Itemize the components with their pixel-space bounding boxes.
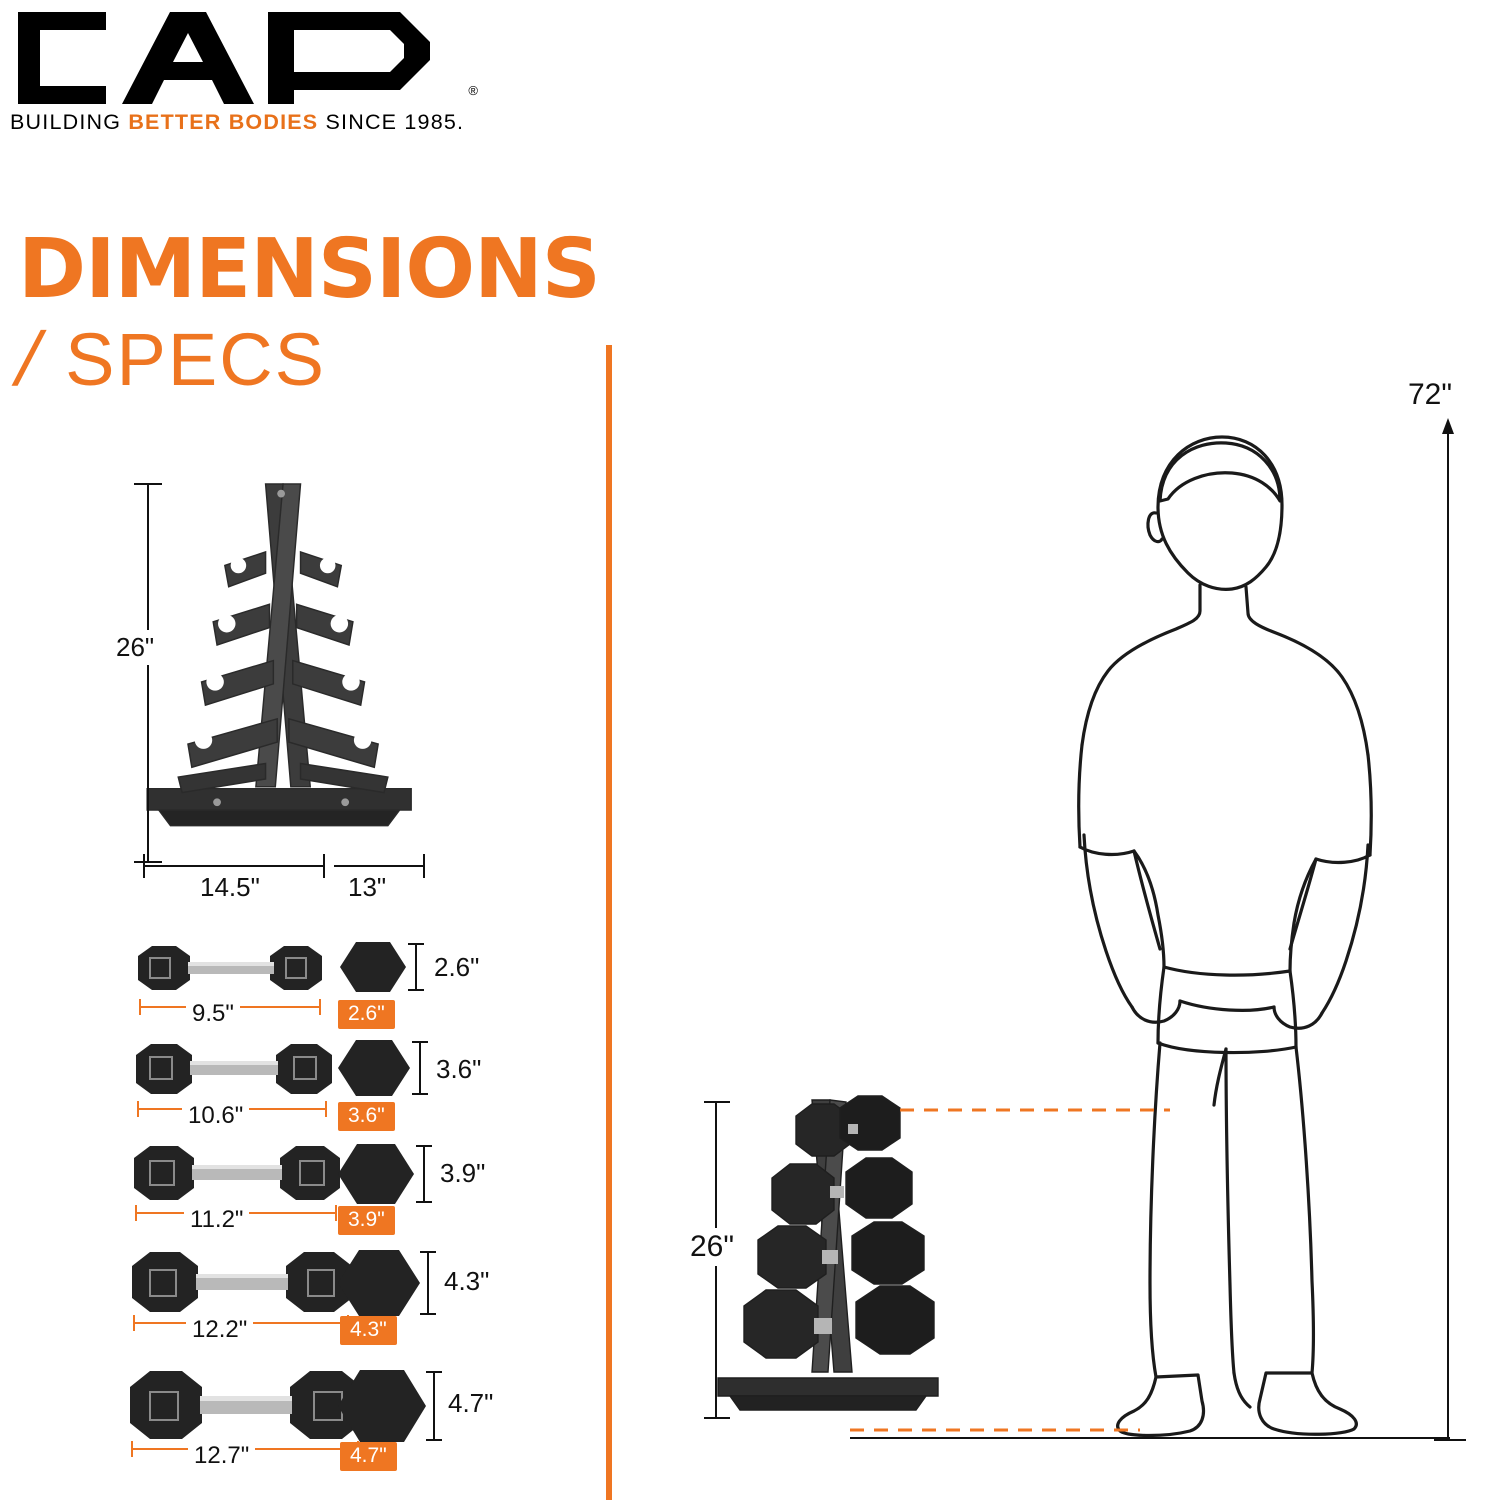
dumbbell-length-label: 12.2": [186, 1316, 253, 1344]
hex-width-badge: 3.9": [338, 1206, 395, 1235]
brand-tagline: [10, 110, 510, 135]
tagline-strong: BETTER BODIES: [128, 110, 319, 134]
loaded-rack-illustration: [700, 1090, 960, 1440]
hex-face-icon: [336, 1246, 422, 1320]
hex-width-badge: 4.3": [340, 1316, 397, 1345]
hex-diameter-dimension: [406, 938, 432, 996]
dumbbell-row: [126, 1140, 348, 1211]
dumbbell-length-label: 9.5": [186, 1000, 240, 1028]
title-specs: SPECS: [65, 318, 326, 401]
rack-illustration: [120, 470, 450, 890]
person-height-dimension: [1432, 418, 1472, 1446]
hex-diameter-label: 4.7": [448, 1388, 494, 1418]
hex-width-badge: 4.7": [340, 1442, 397, 1471]
dumbbell-length-label: 11.2": [184, 1206, 249, 1234]
dumbbell-icon: [128, 1038, 340, 1100]
hex-face-icon: [338, 938, 408, 996]
title-dimensions: DIMENSIONS: [18, 222, 600, 317]
rack-height-label: 26": [112, 630, 158, 665]
cap-logo-icon: [10, 8, 490, 108]
hex-diameter-dimension: [424, 1366, 450, 1446]
dumbbell-row: [130, 938, 330, 1003]
hex-diameter-label: 3.9": [440, 1158, 486, 1188]
dumbbell-row: [128, 1038, 340, 1105]
vertical-divider: [606, 345, 612, 1500]
person-silhouette: [1050, 415, 1410, 1455]
dumbbell-icon: [130, 938, 330, 998]
hex-diameter-dimension: [418, 1246, 444, 1320]
dumbbell-icon: [126, 1140, 348, 1206]
registered-mark: ®: [468, 83, 478, 98]
hex-diameter-dimension: [414, 1140, 440, 1208]
hex-face-icon: [336, 1366, 428, 1446]
dumbbell-icon: [122, 1366, 370, 1444]
tagline-pre: BUILDING: [10, 110, 129, 134]
dumbbell-length-label: 10.6": [182, 1102, 249, 1130]
leader-line-bottom: [850, 1420, 1150, 1440]
rack-depth-label: 13": [348, 872, 387, 902]
dumbbell-icon: [124, 1246, 360, 1318]
hex-width-badge: 3.6": [338, 1102, 395, 1131]
rack-height-dimension: [128, 478, 168, 868]
hex-diameter-label: 2.6": [434, 952, 480, 982]
dumbbell-row: [122, 1366, 370, 1449]
hex-diameter-label: 3.6": [436, 1054, 482, 1084]
hex-face-icon: [336, 1140, 416, 1208]
hex-diameter-dimension: [410, 1036, 436, 1100]
page-title: [7, 222, 718, 402]
tagline-post: SINCE 1985.: [318, 110, 465, 134]
rack-width-dimension: [138, 848, 438, 882]
rack-scale-height-label: 26": [686, 1228, 738, 1266]
dumbbell-length-label: 12.7": [188, 1442, 255, 1470]
person-height-label: 72": [1408, 378, 1453, 411]
title-slash: /: [7, 317, 50, 402]
rack-width-label: 14.5": [200, 872, 260, 902]
brand-block: [10, 8, 510, 135]
hex-diameter-label: 4.3": [444, 1266, 490, 1296]
leader-line-top: [900, 1100, 1180, 1120]
hex-width-badge: 2.6": [338, 1000, 395, 1029]
hex-face-icon: [336, 1036, 412, 1100]
cap-logo: [10, 8, 490, 108]
